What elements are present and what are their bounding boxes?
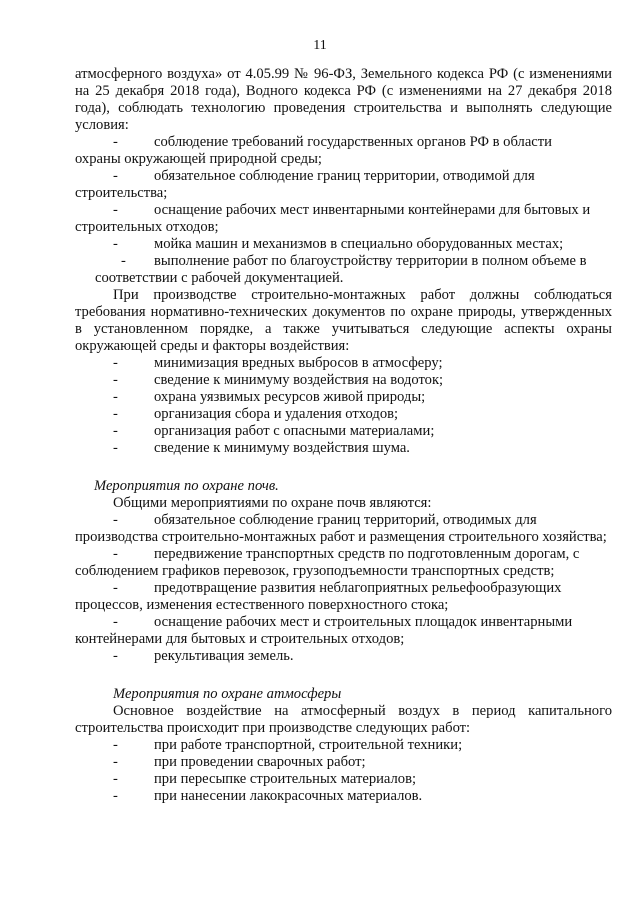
- document-body: [75, 66, 612, 805]
- list-dash: -: [113, 546, 118, 562]
- list-item: - минимизация вредных выбросов в атмосферу;: [75, 355, 612, 372]
- requirements-paragraph: При производстве строительно-монтажных работ должны соблюдаться требования нормативно-технических документов по охране природы, утвержденных в установленном порядке, а также учитываться следующие аспекты охраны окружающей среды и факторы воздействия:: [75, 287, 612, 354]
- list-dash: -: [113, 440, 118, 456]
- list-dash: -: [113, 614, 118, 630]
- list-dash: -: [113, 389, 118, 405]
- list-dash: -: [113, 372, 118, 388]
- atmosphere-list: [75, 737, 612, 805]
- list-item: - оснащение рабочих мест инвентарными контейнерами для бытовых и строительных отходов;: [75, 202, 591, 235]
- list-item: - выполнение работ по благоустройству территории в полном объеме в соответствии с рабочей документацией.: [75, 253, 612, 287]
- list-item: - соблюдение требований государственных органов РФ в области охраны окружающей природной среды;: [75, 134, 552, 167]
- list-dash: -: [113, 236, 118, 252]
- list-dash: -: [113, 406, 118, 422]
- list-item: - рекультивация земель.: [75, 648, 612, 665]
- intro-paragraph: атмосферного воздуха» от 4.05.99 № 96-ФЗ, Земельного кодекса РФ (с изменениями на 25 декабря 2018 года), Водного кодекса РФ (с изменениями на 27 декабря 2018 года), соблюдать технологию проведения строительства и выполнять следующие условия:: [75, 66, 612, 133]
- list-item: - при проведении сварочных работ;: [75, 754, 612, 771]
- list-item: - оснащение рабочих мест и строительных площадок инвентарными контейнерами для бытовых и строительных отходов;: [75, 614, 573, 647]
- conditions-list: [75, 134, 612, 287]
- list-dash: -: [113, 134, 118, 150]
- section-heading-atmosphere: Мероприятия по охране атмосферы: [113, 686, 342, 702]
- list-dash: -: [113, 423, 118, 439]
- list-item: - при пересыпке строительных материалов;: [75, 771, 612, 788]
- list-item: - сведение к минимуму воздействия шума.: [75, 440, 612, 457]
- list-item: - при работе транспортной, строительной техники;: [75, 737, 612, 754]
- list-dash: -: [113, 771, 118, 787]
- section-heading-soil: Мероприятия по охране почв.: [94, 478, 279, 494]
- soil-list: [75, 512, 612, 665]
- list-dash: -: [113, 202, 118, 218]
- atmosphere-lead: Основное воздействие на атмосферный воздух в период капитального строительства происходит при производстве следующих работ:: [75, 703, 612, 736]
- list-dash: -: [113, 580, 118, 596]
- soil-lead: Общими мероприятиями по охране почв являются:: [113, 495, 432, 511]
- list-item: - организация работ с опасными материалами;: [75, 423, 612, 440]
- list-item: - мойка машин и механизмов в специально оборудованных местах;: [75, 236, 612, 253]
- list-item: - обязательное соблюдение границ территорий, отводимых для производства строительно-монтажных работ и размещения строительного хозяйства;: [75, 512, 607, 545]
- list-dash: -: [121, 253, 126, 269]
- list-dash: -: [113, 168, 118, 184]
- list-dash: -: [113, 512, 118, 528]
- list-dash: -: [113, 648, 118, 664]
- list-item: - обязательное соблюдение границ территории, отводимой для строительства;: [75, 168, 535, 201]
- list-dash: -: [113, 355, 118, 371]
- list-item: - предотвращение развития неблагоприятных рельефообразующих процессов, изменения естественного поверхностного стока;: [75, 580, 562, 613]
- list-item: - организация сбора и удаления отходов;: [75, 406, 612, 423]
- list-dash: -: [113, 788, 118, 804]
- list-item: - при нанесении лакокрасочных материалов.: [75, 788, 612, 805]
- aspects-list: [75, 355, 612, 457]
- page-number: 11: [313, 38, 327, 53]
- list-dash: -: [113, 754, 118, 770]
- list-item: - передвижение транспортных средств по подготовленным дорогам, с соблюдением графиков перевозок, грузоподъемности транспортных средств;: [75, 546, 580, 579]
- list-item: - сведение к минимуму воздействия на водоток;: [75, 372, 612, 389]
- list-item: - охрана уязвимых ресурсов живой природы;: [75, 389, 612, 406]
- list-dash: -: [113, 737, 118, 753]
